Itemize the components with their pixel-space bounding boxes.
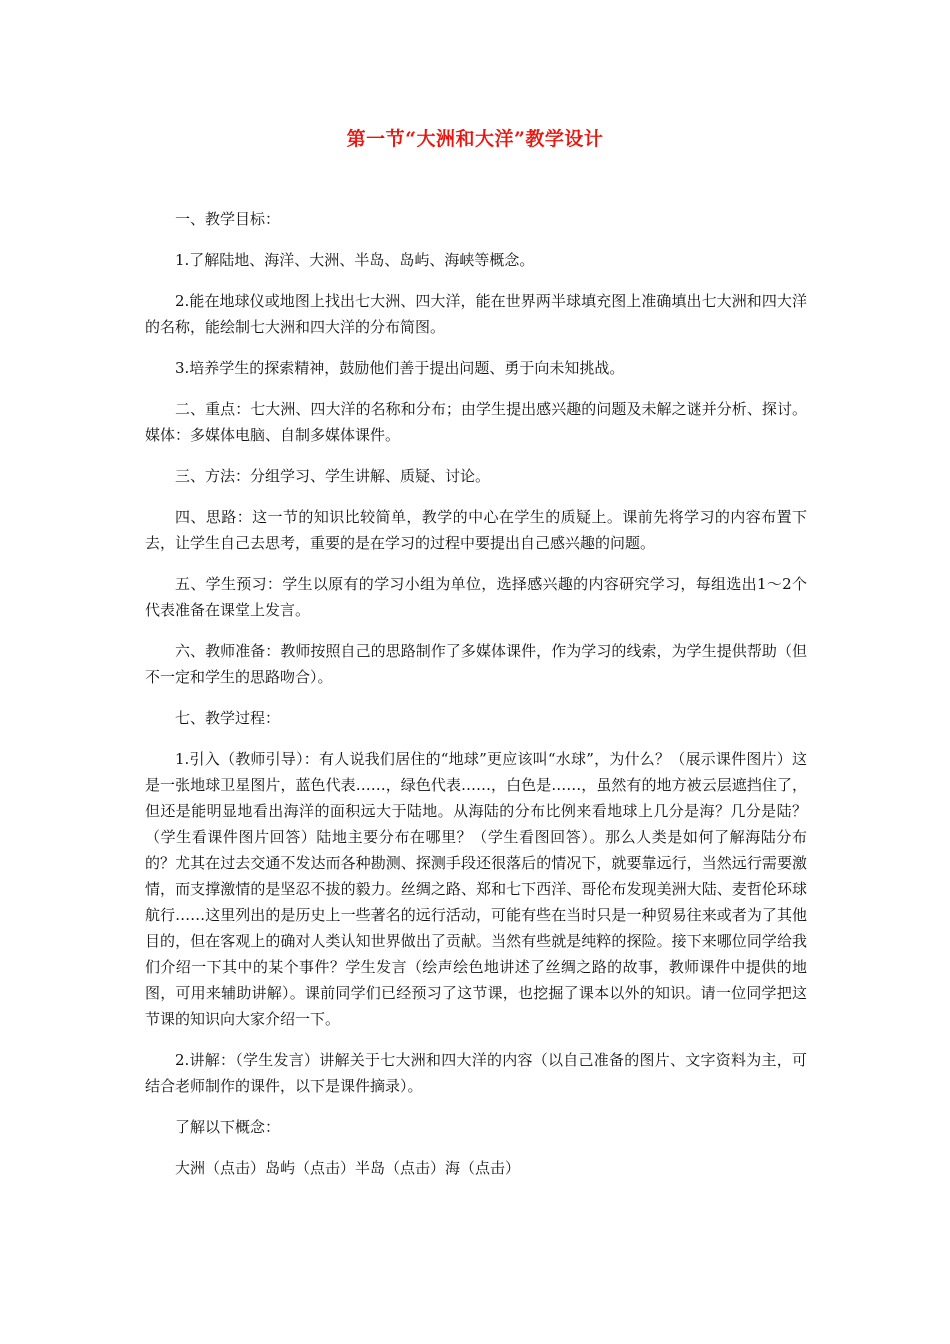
section-key-points: 二、重点：七大洲、四大洋的名称和分布；由学生提出感兴趣的问题及未解之谜并分析、探讨。媒体：多媒体电脑、自制多媒体课件。 <box>145 400 807 444</box>
process-introduction: 1.引入（教师引导）：有人说我们居住的“地球”更应该叫“水球”，为什么？（展示课件图片）这是一张地球卫星图片，蓝色代表……，绿色代表……，白色是……，虽然有的地方被云层遮挡住了，但还是能明显地看出海洋的面积远大于陆地。从海陆的分布比例来看地球上几分是海？几分是陆？（学生看课件图片回答）陆地主要分布在哪里？（学生看图回答）。那么人类是如何了解海陆分布的？尤其在过去交通不发达而各种勘测、探测手段还很落后的情况下，就要靠远行，当然远行需要激情，而支撑激情的是坚忍不拔的毅力。丝绸之路、郑和七下西洋、哥伦布发现美洲大陆、麦哲伦环球航行……这里列出的是历史上一些著名的远行活动，可能有些在当时只是一种贸易往来或者为了其他目的，但在客观上的确对人类认知世界做出了贡献。当然有些就是纯粹的探险。接下来哪位同学给我们介绍一下其中的某个事件？学生发言（绘声绘色地讲述了丝绸之路的故事，教师课件中提供的地图，可用来辅助讲解）。课前同学们已经预习了这节课，也挖掘了课本以外的知识。请一位同学把这节课的知识向大家介绍一下。 <box>145 750 807 1028</box>
concepts-heading: 了解以下概念： <box>175 1118 281 1136</box>
section-teacher-prep: 六、教师准备：教师按照自己的思路制作了多媒体课件，作为学习的线索，为学生提供帮助（但不一定和学生的思路吻合）。 <box>145 642 807 686</box>
process-explanation: 2.讲解：（学生发言）讲解关于七大洲和四大洋的内容（以自己准备的图片、文字资料为主，可结合老师制作的课件，以下是课件摘录）。 <box>145 1051 807 1095</box>
section-approach: 四、思路：这一节的知识比较简单，教学的中心在学生的质疑上。课前先将学习的内容布置下去，让学生自己去思考，重要的是在学习的过程中要提出自己感兴趣的问题。 <box>145 508 807 552</box>
objective-3: 3.培养学生的探索精神，鼓励他们善于提出问题、勇于向未知挑战。 <box>175 359 625 377</box>
document-title: 第一节“大洲和大洋”教学设计 <box>346 128 604 150</box>
objective-2: 2.能在地球仪或地图上找出七大洲、四大洋，能在世界两半球填充图上准确填出七大洲和四大洋的名称，能绘制七大洲和四大洋的分布简图。 <box>145 292 807 336</box>
section-preview: 五、学生预习：学生以原有的学习小组为单位，选择感兴趣的内容研究学习，每组选出1～2个代表准备在课堂上发言。 <box>145 575 807 619</box>
section-process-heading: 七、教学过程： <box>175 709 281 727</box>
objective-1: 1.了解陆地、海洋、大洲、半岛、岛屿、海峡等概念。 <box>175 251 535 269</box>
section-objectives-heading: 一、教学目标： <box>175 210 281 228</box>
document-body <box>145 206 807 1196</box>
concepts-list: 大洲（点击）岛屿（点击）半岛（点击）海（点击） <box>175 1159 521 1177</box>
section-methods: 三、方法：分组学习、学生讲解、质疑、讨论。 <box>175 467 491 485</box>
